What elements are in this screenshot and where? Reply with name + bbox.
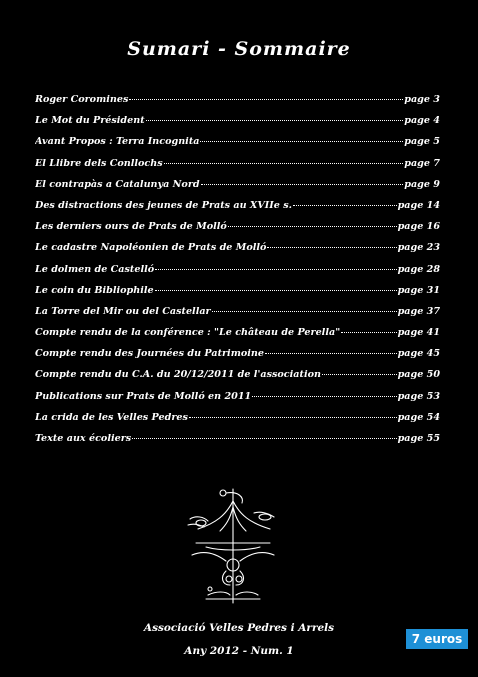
toc-entry-page: page 7	[404, 157, 440, 169]
toc-entry	[35, 115, 440, 136]
dot-leader	[146, 120, 404, 121]
toc-entry	[35, 285, 440, 306]
toc-entry-page: page 37	[397, 305, 440, 317]
toc-entry	[35, 412, 440, 433]
dot-leader	[132, 438, 396, 439]
dot-leader	[265, 353, 397, 354]
toc-entry-title: La crida de les Velles Pedres	[35, 411, 188, 423]
dot-leader	[267, 247, 396, 248]
toc-entry-title: Les derniers ours de Prats de Molló	[35, 221, 227, 233]
toc-entry-page: page 9	[404, 178, 440, 190]
dot-leader	[189, 417, 397, 418]
toc-entry-page: page 55	[397, 433, 440, 444]
dot-leader	[200, 141, 403, 142]
toc-entry-title: Avant Propos : Terra Incognita	[35, 136, 200, 148]
toc-entry-title: Roger Coromines	[35, 94, 129, 105]
toc-entry	[35, 94, 440, 115]
toc-entry-title: Le dolmen de Castelló	[35, 263, 155, 275]
dot-leader	[155, 290, 397, 291]
toc-entry	[35, 327, 440, 348]
toc-entry	[35, 264, 440, 285]
toc-entry-title: Le coin du Bibliophile	[35, 284, 154, 296]
table-of-contents	[35, 94, 440, 454]
toc-entry-title: Des distractions des jeunes de Prats au XVIIe s.	[35, 199, 292, 211]
dot-leader	[155, 269, 396, 270]
toc-entry-page: page 41	[397, 327, 440, 339]
dot-leader	[164, 163, 404, 164]
toc-entry-page: page 31	[397, 284, 440, 296]
association-name: Associació Velles Pedres i Arrels	[143, 622, 335, 634]
toc-entry-title: El contrapàs a Catalunya Nord	[35, 178, 200, 190]
dot-leader	[341, 332, 396, 333]
toc-entry-title: Compte rendu de la conférence : "Le château de Perella"	[35, 327, 341, 339]
toc-entry-title: Compte rendu des Journées du Patrimoine	[35, 348, 264, 360]
toc-entry-page: page 3	[404, 94, 440, 105]
toc-entry	[35, 391, 440, 412]
toc-entry-page: page 16	[397, 221, 440, 233]
toc-entry-title: Texte aux écoliers	[35, 433, 132, 444]
issue-info: Any 2012 - Num. 1	[184, 645, 294, 657]
toc-entry	[35, 242, 440, 263]
toc-entry-page: page 50	[397, 369, 440, 381]
toc-entry	[35, 348, 440, 369]
price-badge: 7 euros	[406, 629, 468, 649]
toc-entry-title: Le Mot du Président	[35, 115, 145, 127]
toc-entry-page: page 28	[397, 263, 440, 275]
toc-entry	[35, 221, 440, 242]
toc-entry-title: Compte rendu du C.A. du 20/12/2011 de l'association	[35, 369, 321, 381]
toc-entry-title: La Torre del Mir ou del Castellar	[35, 305, 211, 317]
dot-leader	[293, 205, 397, 206]
toc-entry-title: Publications sur Prats de Molló en 2011	[35, 390, 252, 402]
dot-leader	[129, 99, 403, 100]
toc-entry-title: Le cadastre Napoléonien de Prats de Molló	[35, 242, 267, 254]
dot-leader	[212, 311, 397, 312]
page-title: Sumari - Sommaire	[127, 38, 351, 60]
toc-entry	[35, 158, 440, 179]
toc-entry-page: page 54	[397, 411, 440, 423]
toc-entry	[35, 306, 440, 327]
toc-entry-page: page 23	[397, 242, 440, 254]
association-emblem-icon	[186, 485, 280, 607]
dot-leader	[322, 374, 397, 375]
toc-entry-title: El Llibre dels Conllochs	[35, 157, 163, 169]
dot-leader	[252, 396, 396, 397]
toc-entry	[35, 179, 440, 200]
toc-entry-page: page 5	[404, 136, 440, 148]
toc-entry	[35, 433, 440, 454]
dot-leader	[201, 184, 404, 185]
toc-entry-page: page 53	[397, 390, 440, 402]
toc-entry	[35, 369, 440, 390]
toc-entry-page: page 45	[397, 348, 440, 360]
toc-entry	[35, 136, 440, 157]
toc-entry-page: page 4	[404, 115, 440, 127]
toc-entry-page: page 14	[397, 199, 440, 211]
toc-entry	[35, 200, 440, 221]
dot-leader	[228, 226, 397, 227]
